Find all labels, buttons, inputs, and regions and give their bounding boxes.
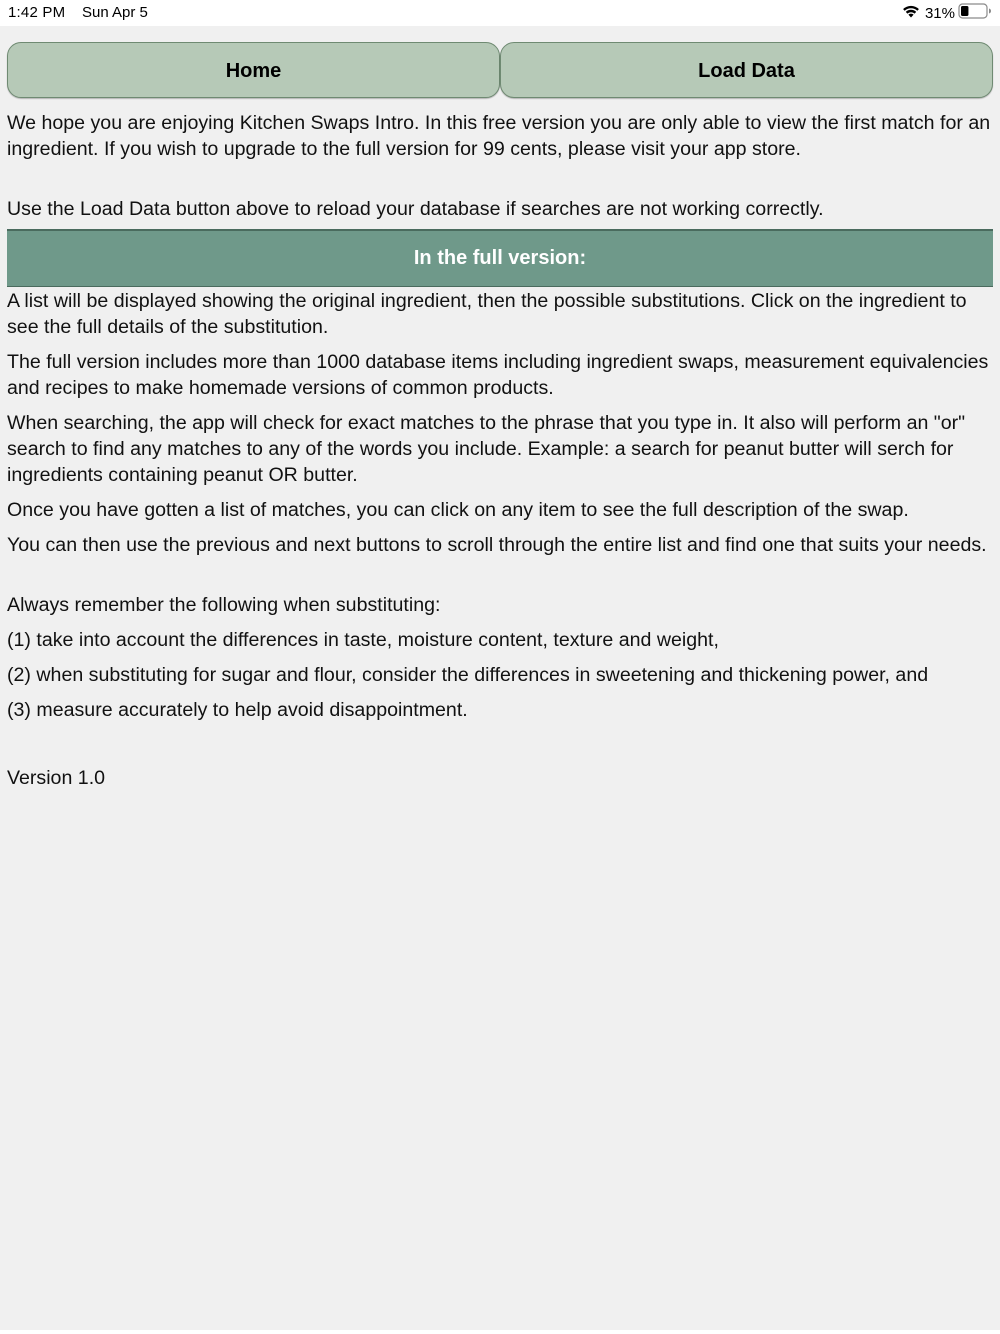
remember-item: (2) when substituting for sugar and flour, consider the differences in sweetening and thickening power, and <box>7 664 929 686</box>
status-indicators <box>901 4 992 22</box>
nav-bar <box>7 42 993 100</box>
remember-item: (3) measure accurately to help avoid disappointment. <box>7 699 468 721</box>
paragraph-list-display: A list will be displayed showing the original ingredient, then the possible substitutions. Click on the ingredient to see the full details of the substitution. <box>7 290 967 338</box>
bottom-edge <box>0 1330 1000 1334</box>
home-button[interactable]: Home <box>7 42 500 98</box>
load-data-button[interactable]: Load Data <box>500 42 993 98</box>
version-label: Version 1.0 <box>7 767 106 789</box>
status-bar <box>0 0 1000 26</box>
content <box>7 110 993 800</box>
remember-heading: Always remember the following when substituting: <box>7 594 441 616</box>
paragraph-matches: Once you have gotten a list of matches, you can click on any item to see the full description of the swap. <box>7 499 909 521</box>
wifi-icon <box>901 3 925 23</box>
load-data-note: Use the Load Data button above to reload your database if searches are not working correctly. <box>7 198 824 220</box>
paragraph-searching: When searching, the app will check for exact matches to the phrase that you type in. It also will perform an "or" search to find any matches to any of the words you include. Example: a search for peanut butter will serch for ingredients containing peanut OR butter. <box>7 412 966 486</box>
paragraph-full-version-items: The full version includes more than 1000 database items including ingredient swaps, measurement equivalencies and recipes to make homemade versions of common products. <box>7 351 989 399</box>
remember-item: (1) take into account the differences in taste, moisture content, texture and weight, <box>7 629 719 651</box>
status-date: Sun Apr 5 <box>82 4 148 21</box>
status-time: 1:42 PM <box>8 4 66 21</box>
full-version-header: In the full version: <box>7 229 993 287</box>
intro-text: We hope you are enjoying Kitchen Swaps Intro. In this free version you are only able to view the first match for an ingredient. If you wish to upgrade to the full version for 99 cents, please visit your app store. <box>7 112 991 160</box>
paragraph-navigation: You can then use the previous and next buttons to scroll through the entire list and find one that suits your needs. <box>7 534 987 556</box>
battery-percent: 31% <box>924 4 955 22</box>
battery-icon <box>958 3 992 23</box>
